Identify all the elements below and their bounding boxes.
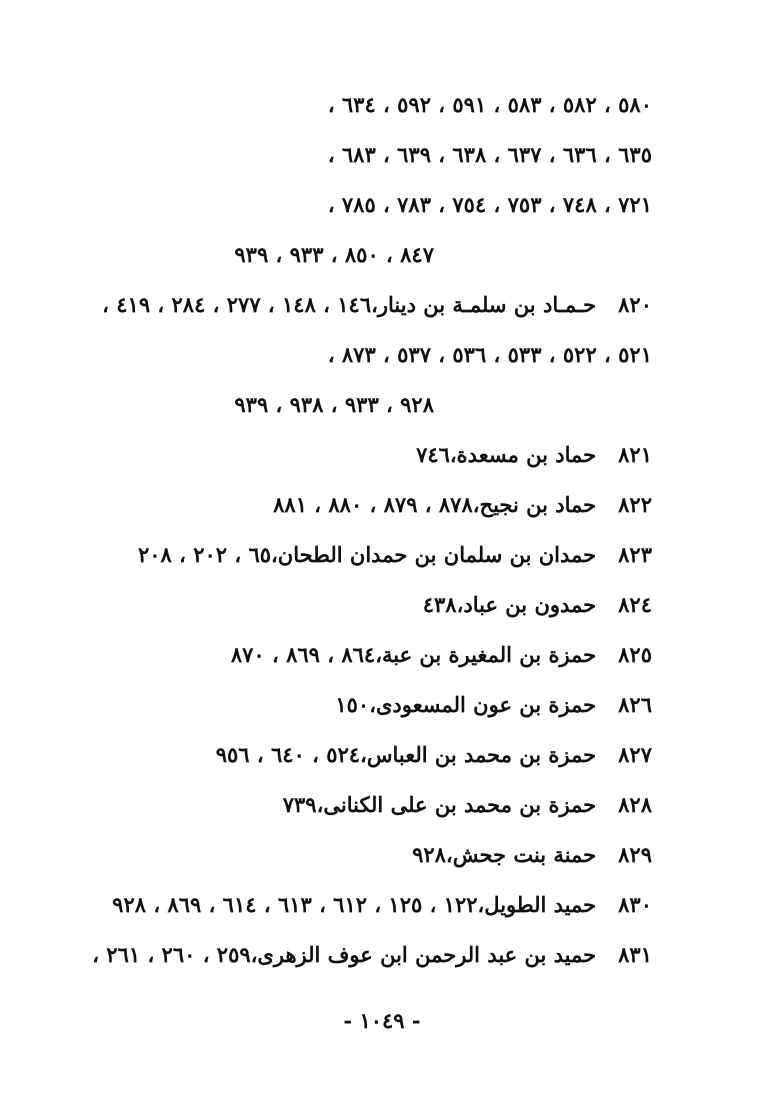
index-entry: [112, 890, 652, 920]
entry-number: ٨٢٠: [618, 292, 652, 317]
entry-text: حمزة بن عون المسعودى،١٥٠: [335, 692, 597, 717]
entry-text: حميد الطويل،١٢٢ ، ١٢٥ ، ٦١٢ ، ٦١٣ ، ٦١٤ ، ٨٦٩ ، ٩٢٨: [112, 892, 597, 917]
entry-number: ٨٢٨: [618, 792, 652, 817]
continuation-line: ٥٨٠ ، ٥٨٢ ، ٥٨٣ ، ٥٩١ ، ٥٩٢ ، ٦٣٤ ،: [327, 92, 652, 117]
entry-text: حمزة بن المغيرة بن عبة،٨٦٤ ، ٨٦٩ ، ٨٧٠: [230, 642, 597, 667]
entry-number: ٨٢٤: [618, 592, 652, 617]
index-entry: [335, 690, 652, 720]
index-entry: [216, 740, 652, 770]
entry-number: ٨٢٣: [618, 542, 652, 567]
entry-text: حماد بن نجيح،٨٧٨ ، ٨٧٩ ، ٨٨٠ ، ٨٨١: [273, 492, 597, 517]
continuation-line: ٧٢١ ، ٧٤٨ ، ٧٥٣ ، ٧٥٤ ، ٧٨٣ ، ٧٨٥ ،: [327, 192, 652, 217]
index-entry: [273, 490, 652, 520]
index-entry: [412, 840, 652, 870]
entry-text: حمنة بنت جحش،٩٢٨: [412, 842, 597, 867]
page-number: - ١٠٤٩ -: [343, 1008, 421, 1033]
entry-number: ٨٢٩: [618, 842, 652, 867]
entry-text: حمزة بن محمد بن على الكنانى،٧٣٩: [282, 792, 597, 817]
entry-number: ٨٢٦: [618, 692, 652, 717]
entry-text: حماد بن مسعدة،٧٤٦: [416, 442, 597, 467]
entry-text: حمدون بن عباد،٤٣٨: [422, 592, 597, 617]
entry-number: ٨٢١: [618, 442, 652, 467]
index-entry: [231, 640, 652, 670]
continuation-line: ٨٤٧ ، ٨٥٠ ، ٩٣٣ ، ٩٣٩: [234, 242, 434, 267]
continuation-line: ٥٢١ ، ٥٢٢ ، ٥٣٣ ، ٥٣٦ ، ٥٣٧ ، ٨٧٣ ،: [327, 342, 652, 367]
entry-number: ٨٢٧: [618, 742, 652, 767]
continuation-line: ٩٢٨ ، ٩٣٣ ، ٩٣٨ ، ٩٣٩: [234, 392, 434, 417]
index-entry: [92, 940, 652, 970]
entry-text: حمدان بن سلمان بن حمدان الطحان،٦٥ ، ٢٠٢ ، ٢٠٨: [137, 542, 597, 567]
entry-number: ٨٢٥: [618, 642, 652, 667]
entry-text: حمزة بن محمد بن العباس،٥٢٤ ، ٦٤٠ ، ٩٥٦: [215, 742, 597, 767]
entry-text: حميد بن عبد الرحمن ابن عوف الزهرى،٢٥٩ ، ٢٦٠ ، ٢٦١ ،: [92, 942, 597, 967]
index-entry: [416, 440, 652, 470]
entry-number: ٨٣٠: [618, 892, 652, 917]
continuation-line: ٦٣٥ ، ٦٣٦ ، ٦٣٧ ، ٦٣٨ ، ٦٣٩ ، ٦٨٣ ،: [327, 142, 652, 167]
index-entry: [283, 790, 652, 820]
entry-text: حـمـاد بن سلمـة بن دينار،١٤٦ ، ١٤٨ ، ٢٧٧ ، ٢٨٤ ، ٤١٩ ،: [102, 292, 597, 317]
entry-number: ٨٣١: [618, 942, 652, 967]
entry-number: ٨٢٢: [618, 492, 652, 517]
index-entry: [102, 290, 652, 320]
index-entry: [423, 590, 652, 620]
index-entry: [138, 540, 652, 570]
